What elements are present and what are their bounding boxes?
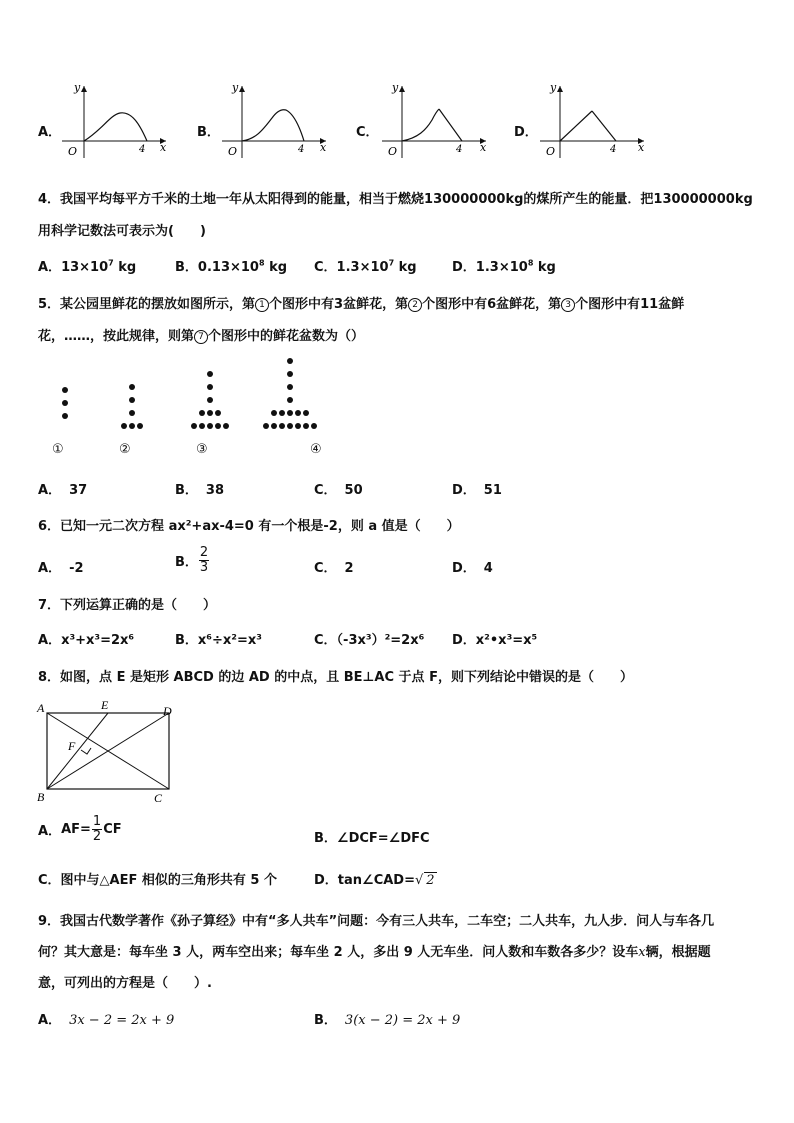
q8-rectangle-figure [34, 698, 184, 812]
fraction-two-thirds: $\frac{2}{3}$ [199, 545, 209, 575]
q5-option-d: D． 51 [452, 483, 502, 498]
q3-option-d-label: D． [514, 125, 538, 140]
q6-option-a: A． -2 [38, 561, 84, 576]
q3-b-origin-label: O [228, 145, 238, 158]
flower-dot-fig4-7 [271, 410, 277, 416]
point-b-label: B [37, 790, 45, 804]
q8-option-b: B．∠DCF=∠DFC [314, 831, 430, 846]
flower-dot-fig3-4 [223, 423, 229, 429]
flower-dot-fig2-3 [129, 410, 135, 416]
flower-dot-fig3-0 [191, 423, 197, 429]
q4-stem-line2: 用科学记数法可表示为( ) [38, 224, 206, 239]
flower-dot-fig4-6 [311, 423, 317, 429]
flower-dot-fig4-4 [295, 423, 301, 429]
q9-option-a: A． 3x − 2 = 2x + 9 [38, 1013, 175, 1028]
flower-dot-fig2-4 [129, 397, 135, 403]
flower-dot-fig4-8 [279, 410, 285, 416]
flower-dot-fig3-1 [199, 423, 205, 429]
flower-dot-fig4-13 [287, 384, 293, 390]
point-c-label: C [154, 791, 163, 805]
q3-a-x-label: x [160, 141, 167, 154]
flower-dot-fig3-6 [207, 410, 213, 416]
flower-dot-fig1-1 [62, 400, 68, 406]
q7-option-c: C．（-3x³）²=2x⁶ [314, 633, 425, 648]
flower-dot-fig2-5 [129, 384, 135, 390]
point-f-label: F [68, 739, 76, 753]
q9-stem-line2: 何？其大意是：每车坐 3 人，两车空出来；每车坐 2 人，多出 9 人无车坐．问人数和车数各多少？设车x辆，根据题 [38, 945, 711, 960]
q4-option-b: B．$0.13\times 10^8$ kg [175, 258, 288, 275]
flower-dot-fig4-5 [303, 423, 309, 429]
flower-dot-fig4-12 [287, 397, 293, 403]
circled-number-2: 2 [408, 298, 422, 312]
q5-option-b: B． 38 [175, 483, 225, 498]
q3-b-x-label: x [320, 141, 327, 154]
q5-figure-label-2: ② [119, 442, 131, 457]
q7-option-a: A．x³+x³=2x⁶ [38, 633, 135, 648]
q5-option-c: C． 50 [314, 483, 363, 498]
q3-option-d-graph [540, 80, 650, 164]
q9-stem-line1: 9．我国古代数学著作《孙子算经》中有“多人共车”问题：今有三人共车，二车空；二人共车，九人步．问人与车各几 [38, 914, 715, 929]
q4-option-c: C．$1.3\times 10^7$ kg [314, 258, 417, 275]
q3-d-y-label: y [550, 81, 557, 94]
q3-option-b-graph [222, 80, 332, 164]
q3-a-tick-label: 4 [139, 144, 146, 155]
flower-dot-fig4-2 [279, 423, 285, 429]
q9-stem-line3: 意，可列出的方程是（ ）. [38, 976, 212, 991]
q6-option-d: D． 4 [452, 561, 493, 576]
q3-b-y-label: y [232, 81, 239, 94]
q3-c-origin-label: O [388, 145, 398, 158]
q3-option-a-label: A． [38, 125, 62, 140]
flower-dot-fig2-2 [137, 423, 143, 429]
flower-dot-fig3-10 [207, 371, 213, 377]
q3-option-c-label: C． [356, 125, 379, 140]
q5-figure-label-4: ④ [310, 442, 322, 457]
q8-option-a: A．AF= $\frac{1}{2}$ CF [38, 814, 122, 844]
flower-dot-fig3-3 [215, 423, 221, 429]
q7-option-d: D．x²•x³=x⁵ [452, 633, 538, 648]
flower-dot-fig3-5 [199, 410, 205, 416]
sqrt-icon: √ [414, 873, 424, 888]
flower-dot-fig4-0 [263, 423, 269, 429]
q3-d-origin-label: O [546, 145, 556, 158]
q4-option-d: D．$1.3\times 10^8$ kg [452, 258, 556, 275]
q4-option-a: A．$13\times 10^7$ kg [38, 258, 137, 275]
q4-stem-line1: 4．我国平均每平方千米的土地一年从太阳得到的能量，相当于燃烧130000000kg的煤所产生的能量．把130000000kg [38, 192, 753, 207]
q3-option-b-label: B． [197, 125, 220, 140]
flower-dot-fig2-1 [129, 423, 135, 429]
q3-option-a-graph [62, 80, 172, 164]
flower-dot-fig1-2 [62, 387, 68, 393]
q3-c-y-label: y [392, 81, 399, 94]
q3-a-origin-label: O [68, 145, 78, 158]
q7-option-b: B．x⁶÷x²=x³ [175, 633, 262, 648]
q7-stem: 7．下列运算正确的是（ ） [38, 598, 217, 613]
q3-d-x-label: x [638, 141, 645, 154]
q5-figure-label-3: ③ [196, 442, 208, 457]
flower-dot-fig4-9 [287, 410, 293, 416]
circled-number-7: 7 [194, 330, 208, 344]
q3-b-tick-label: 4 [298, 144, 305, 155]
flower-dot-fig1-0 [62, 413, 68, 419]
q5-dot-pattern [40, 345, 370, 440]
q8-stem: 8．如图，点 E 是矩形 ABCD 的边 AD 的中点，且 BE⊥AC 于点 F，则下列结论中错误的是（ ） [38, 670, 633, 685]
q5-dot-figures [40, 345, 370, 444]
q6-option-b: B． $\frac{2}{3}$ [175, 545, 209, 575]
q3-d-tick-label: 4 [610, 144, 617, 155]
point-d-label: D [163, 704, 172, 718]
flower-dot-fig4-14 [287, 371, 293, 377]
q5-stem-line2: 花，……，按此规律，则第 7 个图形中的鲜花盆数为（） [38, 329, 365, 344]
q3-option-c-graph [382, 80, 492, 164]
flower-dot-fig2-0 [121, 423, 127, 429]
q8-option-d: D．tan∠CAD=√ 2 [314, 873, 435, 888]
q5-figure-label-1: ① [52, 442, 64, 457]
q3-c-x-label: x [480, 141, 487, 154]
flower-dot-fig3-9 [207, 384, 213, 390]
flower-dot-fig4-11 [303, 410, 309, 416]
q9-option-b: B． 3(x − 2) = 2x + 9 [314, 1013, 461, 1028]
flower-dot-fig3-8 [207, 397, 213, 403]
q3-a-y-label: y [74, 81, 81, 94]
flower-dot-fig4-3 [287, 423, 293, 429]
flower-dot-fig3-2 [207, 423, 213, 429]
flower-dot-fig4-1 [271, 423, 277, 429]
circled-number-1: 1 [255, 298, 269, 312]
circled-number-3: 3 [561, 298, 575, 312]
q3-c-tick-label: 4 [456, 144, 463, 155]
point-a-label: A [37, 701, 45, 715]
q6-option-c: C． 2 [314, 561, 354, 576]
flower-dot-fig4-10 [295, 410, 301, 416]
flower-dot-fig3-7 [215, 410, 221, 416]
q5-stem-line1: 5．某公园里鲜花的摆放如图所示，第 1 个图形中有3盆鲜花，第 2 个图形中有6盆鲜花，第 3 个图形中有11盆鲜 [38, 297, 685, 312]
q6-stem: 6．已知一元二次方程 ax²+ax-4=0 有一个根是-2，则 a 值是（ ） [38, 519, 460, 534]
fraction-one-half: $\frac{1}{2}$ [92, 814, 102, 844]
q5-option-a: A． 37 [38, 483, 88, 498]
flower-dot-fig4-15 [287, 358, 293, 364]
q8-option-c: C．图中与△AEF 相似的三角形共有 5 个 [38, 873, 277, 888]
point-e-label: E [101, 698, 109, 712]
